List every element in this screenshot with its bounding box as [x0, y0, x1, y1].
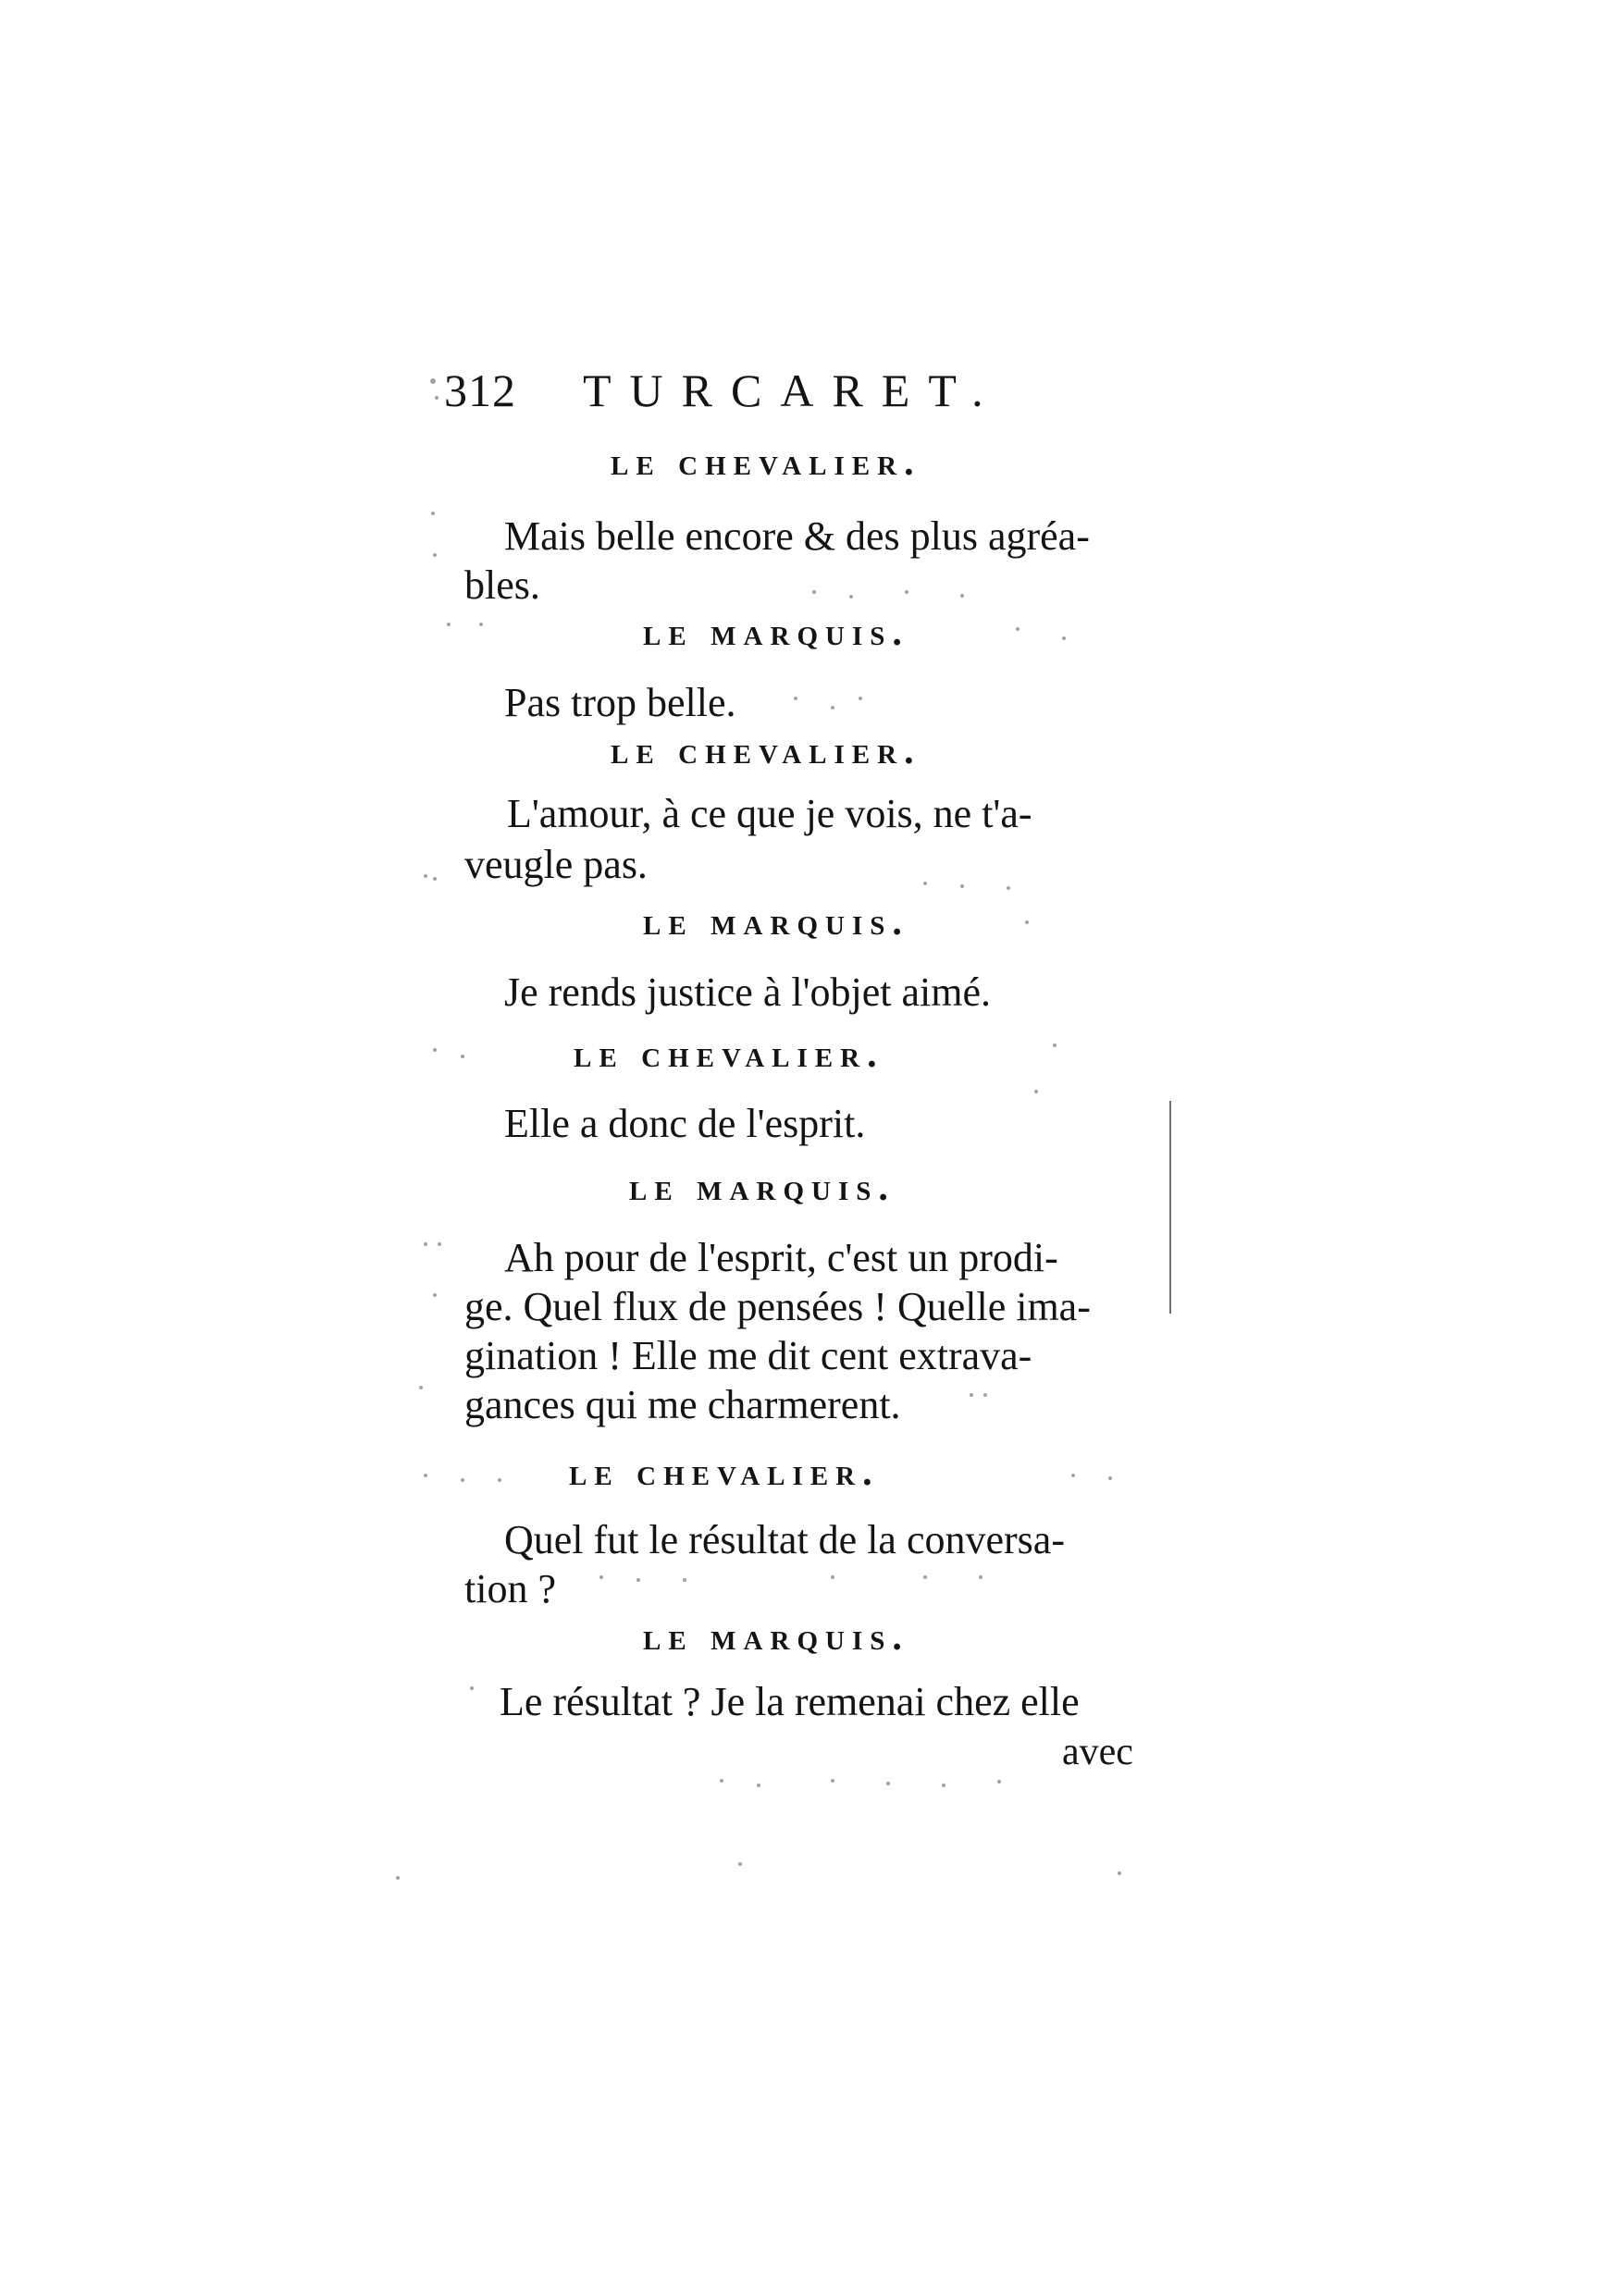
speaker-name: le chevalier. — [574, 1033, 884, 1076]
speaker-name: le marquis. — [643, 1616, 909, 1659]
speaker-name: le chevalier. — [611, 441, 921, 484]
speech-line: Elle a donc de l'esprit. — [504, 1101, 866, 1146]
speech-line: bles. — [464, 562, 540, 608]
speaker-name: le chevalier. — [611, 730, 921, 772]
speech-line: ge. Quel flux de pensées ! Quelle ima- — [464, 1284, 1091, 1329]
speaker-name: le marquis. — [643, 901, 909, 944]
running-title: TURCARET. — [583, 364, 1002, 416]
page-number: 312 — [444, 364, 516, 416]
speech-line: veugle pas. — [464, 842, 648, 887]
speech-line: Mais belle encore & des plus agréa- — [504, 513, 1090, 559]
speech-line: gances qui me charmerent. — [464, 1382, 901, 1427]
speaker-name: le chevalier. — [569, 1451, 880, 1494]
speech-line: L'amour, à ce que je vois, ne t'a- — [507, 791, 1032, 836]
speech-line: Le résultat ? Je la remenai chez elle — [500, 1679, 1080, 1724]
margin-rule — [1169, 1101, 1171, 1314]
speech-line: Pas trop belle. — [504, 680, 736, 725]
speaker-name: le marquis. — [643, 611, 909, 654]
speech-line: tion ? — [464, 1566, 556, 1611]
speech-line: Je rends justice à l'objet aimé. — [504, 969, 991, 1015]
speech-line: gination ! Elle me dit cent extrava- — [464, 1333, 1032, 1378]
speech-line: Quel fut le résultat de la conversa- — [504, 1517, 1065, 1562]
speaker-name: le marquis. — [629, 1167, 896, 1209]
catchword: avec — [1062, 1731, 1133, 1773]
page-header — [444, 363, 1018, 418]
speech-line: Ah pour de l'esprit, c'est un prodi- — [504, 1235, 1058, 1280]
